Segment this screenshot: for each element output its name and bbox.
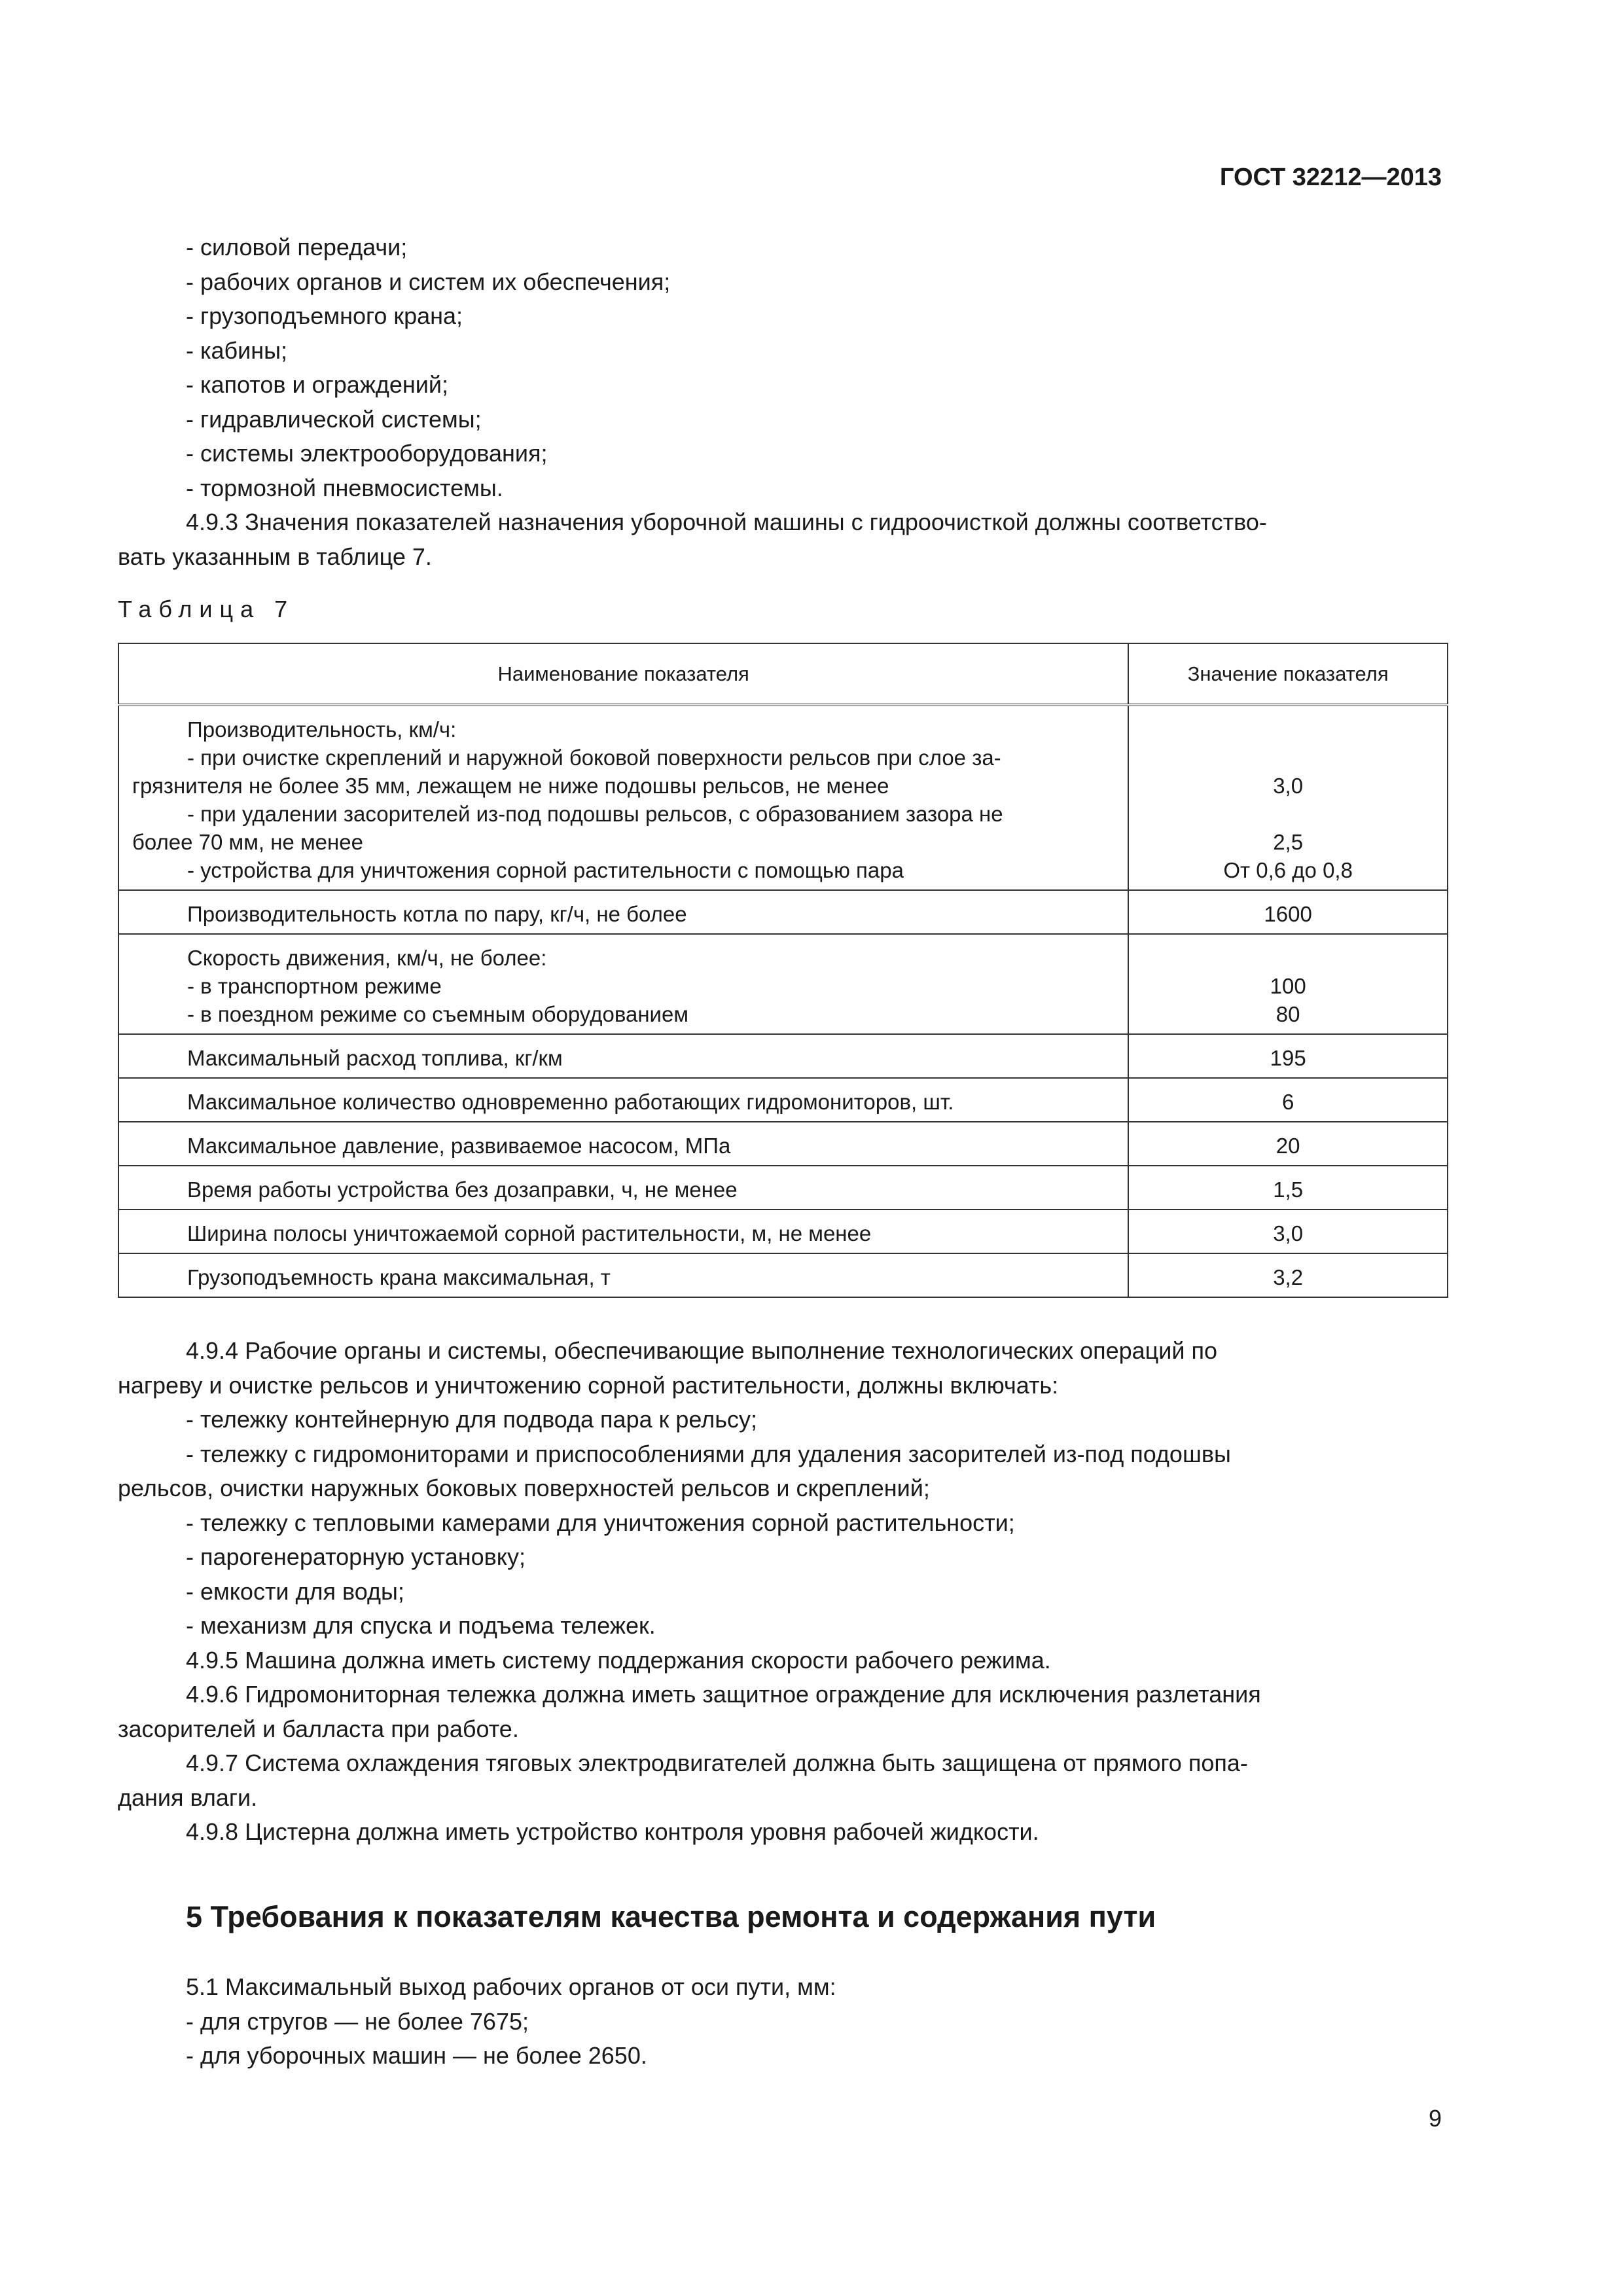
list-item: - парогенераторную установку;: [186, 1543, 526, 1570]
table-cell-name: [118, 1078, 1128, 1122]
table-cell-value: 195: [1128, 1034, 1448, 1078]
table-row: [118, 1166, 1448, 1210]
value: 2,5: [1273, 830, 1304, 854]
row-name: Грузоподъемность крана максимальная, т: [187, 1265, 611, 1289]
table-row: [118, 1034, 1448, 1078]
paragraph-4-9-4-line1: 4.9.4 Рабочие органы и системы, обеспечивающие выполнение технологических операций по: [186, 1337, 1218, 1364]
body-after-table: [118, 1334, 1447, 1850]
table-cell-value: 3,0: [1128, 1210, 1448, 1253]
document-code: ГОСТ 32212—2013: [1219, 164, 1442, 191]
table-cell-name: [118, 1210, 1128, 1253]
table-row: [118, 1253, 1448, 1297]
list-item: - тормозной пневмосистемы.: [186, 474, 503, 501]
paragraph-4-9-3-line2: вать указанным в таблице 7.: [118, 543, 432, 570]
table-caption: Таблица 7: [118, 596, 295, 622]
list-item: - системы электрооборудования;: [186, 440, 548, 467]
spec-table: [118, 643, 1448, 1298]
row-name: Максимальный расход топлива, кг/км: [187, 1046, 563, 1070]
list-item: - тележку с гидромониторами и приспособлениями для удаления засорителей из-под подошвы: [186, 1440, 1231, 1467]
table-cell-name: [118, 1253, 1128, 1297]
row-name: Время работы устройства без дозаправки, ч, не менее: [187, 1177, 738, 1202]
paragraph-4-9-8: 4.9.8 Цистерна должна иметь устройство контроля уровня рабочей жидкости.: [186, 1818, 1039, 1845]
table-cell-value: 20: [1128, 1122, 1448, 1166]
column-header-name: Наименование показателя: [118, 643, 1128, 705]
value: 80: [1275, 1002, 1300, 1026]
paragraph-4-9-6-line2: засорителей и балласта при работе.: [118, 1715, 519, 1742]
row-subitem-cont: более 70 мм, не менее: [132, 830, 363, 854]
table-cell-name: [118, 934, 1128, 1034]
table-cell-value: 1600: [1128, 890, 1448, 934]
row-subitem: - устройства для уничтожения сорной растительности с помощью пара: [187, 858, 904, 882]
list-item: - кабины;: [186, 336, 288, 364]
paragraph-5-1: 5.1 Максимальный выход рабочих органов от оси пути, мм:: [186, 1973, 836, 2000]
table-cell-value: [1128, 934, 1448, 1034]
list-top: [118, 230, 1447, 574]
table-cell-value: 3,2: [1128, 1253, 1448, 1297]
list-item: - гидравлической системы;: [186, 405, 482, 433]
section5-body: [118, 1970, 1447, 2073]
list-item: - емкости для воды;: [186, 1577, 404, 1605]
paragraph-4-9-6-line1: 4.9.6 Гидромониторная тележка должна иметь защитное ограждение для исключения разлетания: [186, 1681, 1261, 1708]
table-cell-value: [1128, 705, 1448, 890]
list-item: - для уборочных машин — не более 2650.: [186, 2042, 647, 2069]
list-item: - механизм для спуска и подъема тележек.: [186, 1612, 656, 1639]
table-cell-name: [118, 1122, 1128, 1166]
row-name: Производительность котла по пару, кг/ч, не более: [187, 902, 687, 926]
row-subitem: - в транспортном режиме: [187, 974, 442, 998]
list-item: - грузоподъемного крана;: [186, 302, 463, 329]
list-item-cont: рельсов, очистки наружных боковых поверхностей рельсов и скреплений;: [118, 1475, 930, 1501]
table-cell-name: [118, 890, 1128, 934]
row-subitem: - при удалении засорителей из-под подошвы рельсов, с образованием зазора не: [187, 802, 1003, 826]
list-item: - рабочих органов и систем их обеспечения;: [186, 268, 671, 295]
row-subitem: - в поездном режиме со съемным оборудованием: [187, 1002, 689, 1026]
paragraph-4-9-3-line1: 4.9.3 Значения показателей назначения уборочной машины с гидроочисткой должны соответство-: [186, 509, 1267, 535]
table-cell-value: 6: [1128, 1078, 1448, 1122]
table-cell-name: [118, 1034, 1128, 1078]
list-item: - для стругов — не более 7675;: [186, 2007, 529, 2035]
value: 3,0: [1273, 774, 1304, 798]
row-subitem: - при очистке скреплений и наружной боковой поверхности рельсов при слое за-: [187, 745, 1001, 770]
value: 100: [1270, 974, 1306, 998]
table-row: [118, 1122, 1448, 1166]
row-name: Ширина полосы уничтожаемой сорной растительности, м, не менее: [187, 1221, 872, 1246]
table-header-row: [118, 643, 1448, 705]
row-title: Производительность, км/ч:: [187, 717, 457, 742]
table-row: [118, 705, 1448, 890]
list-item: - тележку контейнерную для подвода пара к рельсу;: [186, 1406, 757, 1433]
row-name: Максимальное количество одновременно работающих гидромониторов, шт.: [187, 1090, 954, 1114]
row-name: Максимальное давление, развиваемое насосом, МПа: [187, 1134, 731, 1158]
list-item: - силовой передачи;: [186, 234, 408, 260]
page-number: 9: [1428, 2105, 1442, 2132]
table-cell-value: 1,5: [1128, 1166, 1448, 1210]
column-header-value: Значение показателя: [1128, 643, 1448, 705]
value: От 0,6 до 0,8: [1223, 858, 1353, 882]
table-cell-name: [118, 1166, 1128, 1210]
paragraph-4-9-5: 4.9.5 Машина должна иметь систему поддержания скорости рабочего режима.: [186, 1646, 1051, 1674]
paragraph-4-9-7-line1: 4.9.7 Система охлаждения тяговых электродвигателей должна быть защищена от прямого попа-: [186, 1749, 1248, 1776]
table-row: [118, 1210, 1448, 1253]
table-row: [118, 934, 1448, 1034]
section-heading: 5 Требования к показателям качества ремонта и содержания пути: [186, 1900, 1156, 1933]
row-subitem-cont: грязнителя не более 35 мм, лежащем не ниже подошвы рельсов, не менее: [132, 774, 889, 798]
list-item: - капотов и ограждений;: [186, 371, 449, 398]
row-title: Скорость движения, км/ч, не более:: [187, 946, 547, 970]
paragraph-4-9-7-line2: дания влаги.: [118, 1784, 258, 1811]
table-row: [118, 890, 1448, 934]
paragraph-4-9-4-line2: нагреву и очистке рельсов и уничтожению сорной растительности, должны включать:: [118, 1371, 1059, 1399]
table-row: [118, 1078, 1448, 1122]
table-cell-name: [118, 705, 1128, 890]
list-item: - тележку с тепловыми камерами для уничтожения сорной растительности;: [186, 1509, 1015, 1536]
